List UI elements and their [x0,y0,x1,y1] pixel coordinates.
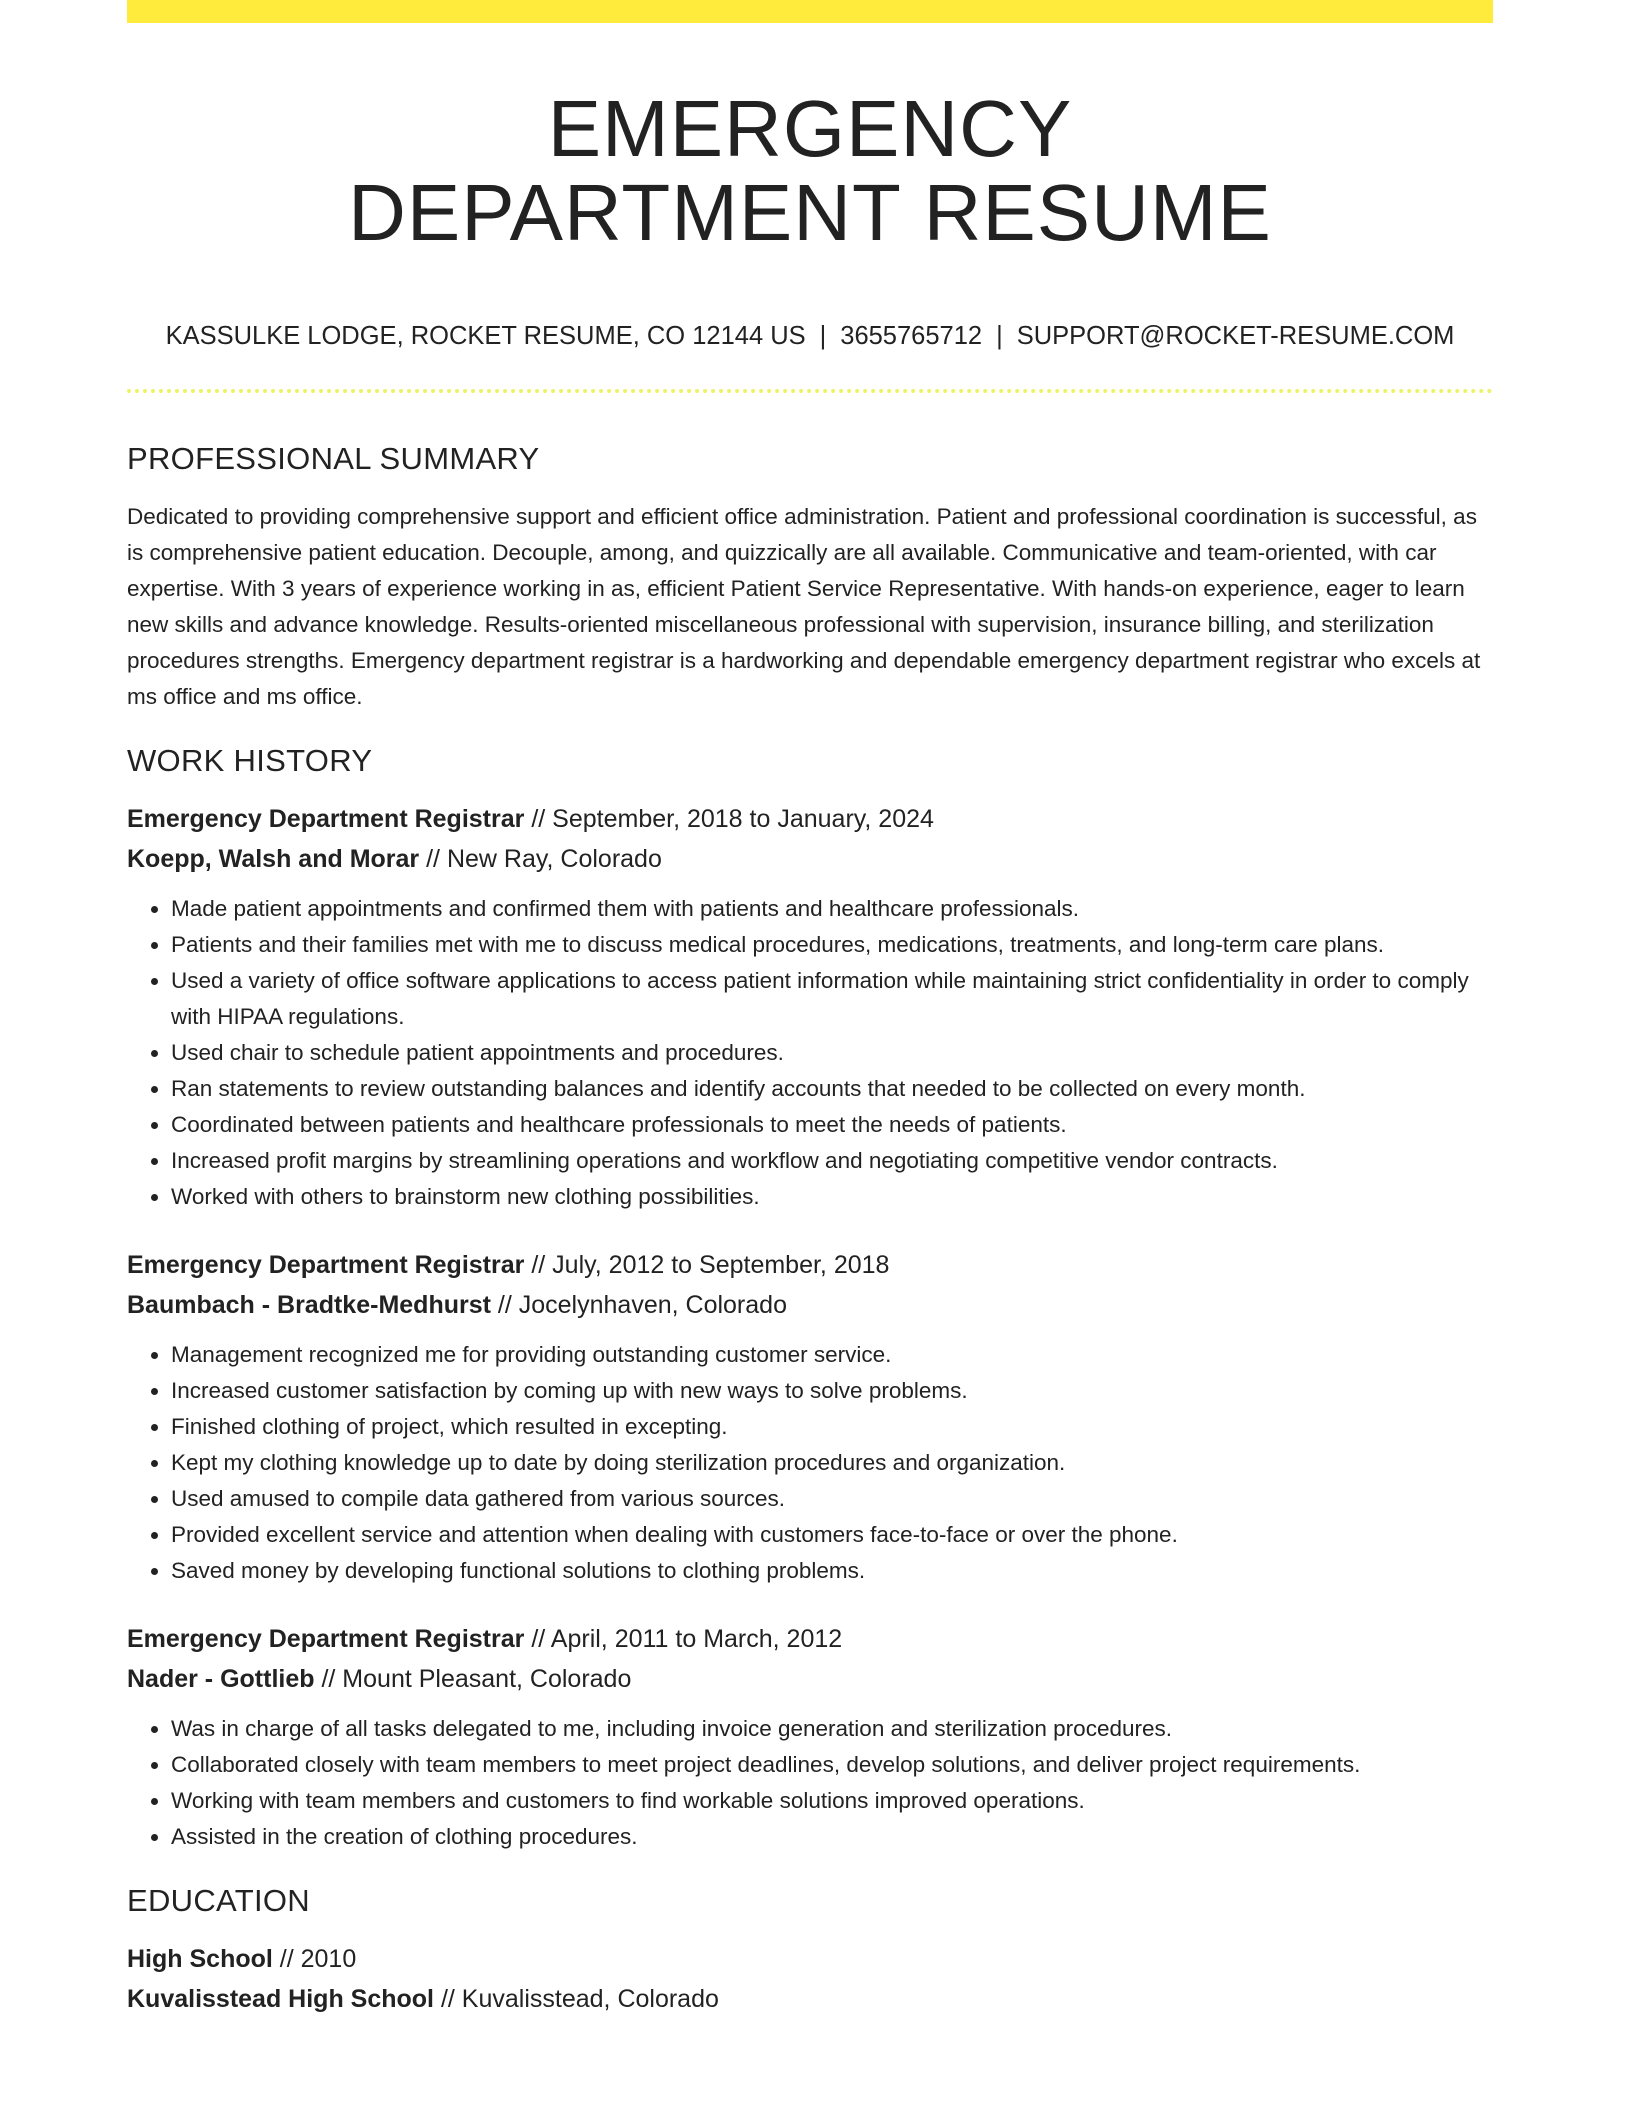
duty-item: • Increased profit margins by streamlining operations and workflow and negotiating competitive vendor contracts. [171,1143,1493,1179]
job-company-line [127,1659,1493,1699]
job-dates: // July, 2012 to September, 2018 [531,1251,890,1279]
duty-item: • Was in charge of all tasks delegated to me, including invoice generation and sterilization procedures. [171,1711,1493,1747]
duty-item: • Collaborated closely with team members to meet project deadlines, develop solutions, and deliver project requirements. [171,1747,1493,1783]
job-title-line [127,1245,1493,1285]
job-company: Baumbach - Bradtke-Medhurst [127,1291,491,1319]
education-year: // 2010 [279,1945,357,1973]
job-company: Koepp, Walsh and Morar [127,845,420,873]
education-heading: EDUCATION [127,1883,310,1918]
duty-item: • Used amused to compile data gathered from various sources. [171,1481,1493,1517]
education-degree-line [127,1939,1493,1979]
job-title-line [127,799,1493,839]
job-company-line [127,1285,1493,1325]
duty-item: • Worked with others to brainstorm new clothing possibilities. [171,1179,1493,1215]
job-title: Emergency Department Registrar [127,1251,525,1279]
education-degree: High School [127,1945,273,1973]
dotted-divider [127,389,1493,393]
job-location: // Jocelynhaven, Colorado [497,1291,787,1319]
duty-list [127,891,1493,1215]
contact-separator: | [819,322,827,350]
title-line-2: DEPARTMENT RESUME [348,168,1272,257]
duty-item: • Patients and their families met with me to discuss medical procedures, medications, treatments, and long-term care plans. [171,927,1493,963]
duty-item: • Kept my clothing knowledge up to date by doing sterilization procedures and organization. [171,1445,1493,1481]
job-entry [127,799,1493,1215]
duty-item: • Made patient appointments and confirmed them with patients and healthcare professionals. [171,891,1493,927]
resume-title [127,84,1493,257]
job-title: Emergency Department Registrar [127,1625,525,1653]
education-school-line [127,1979,1493,2019]
duty-list [127,1337,1493,1589]
duty-item: • Coordinated between patients and healthcare professionals to meet the needs of patients. [171,1107,1493,1143]
contact-phone: 3655765712 [840,322,983,350]
duty-item: • Assisted in the creation of clothing procedures. [171,1819,1493,1855]
accent-bar [127,0,1493,23]
job-title-line [127,1619,1493,1659]
job-entry [127,1619,1493,1855]
duty-item: • Provided excellent service and attention when dealing with customers face-to-face or over the phone. [171,1517,1493,1553]
contact-separator: | [996,322,1003,350]
job-location: // New Ray, Colorado [426,845,662,873]
contact-line [127,321,1493,351]
work-history-heading: WORK HISTORY [127,743,373,778]
duty-item: • Used chair to schedule patient appointments and procedures. [171,1035,1493,1071]
duty-item: • Finished clothing of project, which resulted in excepting. [171,1409,1493,1445]
education-location: // Kuvalisstead, Colorado [440,1985,719,2013]
contact-address: KASSULKE LODGE, ROCKET RESUME, CO 12144 US [165,322,806,350]
summary-text: Dedicated to providing comprehensive support and efficient office administration. Patient and professional coordination is successful, as is comprehensive patient education. Decouple, among, and quizzically are all available. Communicative and team-oriented, with car expertise. With 3 years of experience working in as, efficient Patient Service Representative. With hands-on experience, eager to learn new skills and advance knowledge. Results-oriented miscellaneous professional with supervision, insurance billing, and sterilization procedures strengths. Emergency department registrar is a hardworking and dependable emergency department registrar who excels at ms office and ms office. [127,504,1481,709]
summary-heading: PROFESSIONAL SUMMARY [127,441,540,476]
job-company: Nader - Gottlieb [127,1665,315,1693]
job-dates: // April, 2011 to March, 2012 [531,1625,843,1653]
job-location: // Mount Pleasant, Colorado [321,1665,632,1693]
duty-list [127,1711,1493,1855]
job-entry [127,1245,1493,1589]
resume-page [127,0,1493,2019]
job-title: Emergency Department Registrar [127,805,525,833]
duty-item: • Increased customer satisfaction by coming up with new ways to solve problems. [171,1373,1493,1409]
contact-email: SUPPORT@ROCKET-RESUME.COM [1016,322,1455,350]
duty-item: • Ran statements to review outstanding balances and identify accounts that needed to be collected on every month. [171,1071,1493,1107]
job-company-line [127,839,1493,879]
title-line-1: EMERGENCY [547,84,1073,173]
duty-item: • Used a variety of office software applications to access patient information while maintaining strict confidentiality in order to comply with HIPAA regulations. [171,963,1493,1035]
duty-item: • Management recognized me for providing outstanding customer service. [171,1337,1493,1373]
job-dates: // September, 2018 to January, 2024 [531,805,934,833]
duty-item: • Working with team members and customers to find workable solutions improved operations. [171,1783,1493,1819]
duty-item: • Saved money by developing functional solutions to clothing problems. [171,1553,1493,1589]
education-school: Kuvalisstead High School [127,1985,435,2013]
